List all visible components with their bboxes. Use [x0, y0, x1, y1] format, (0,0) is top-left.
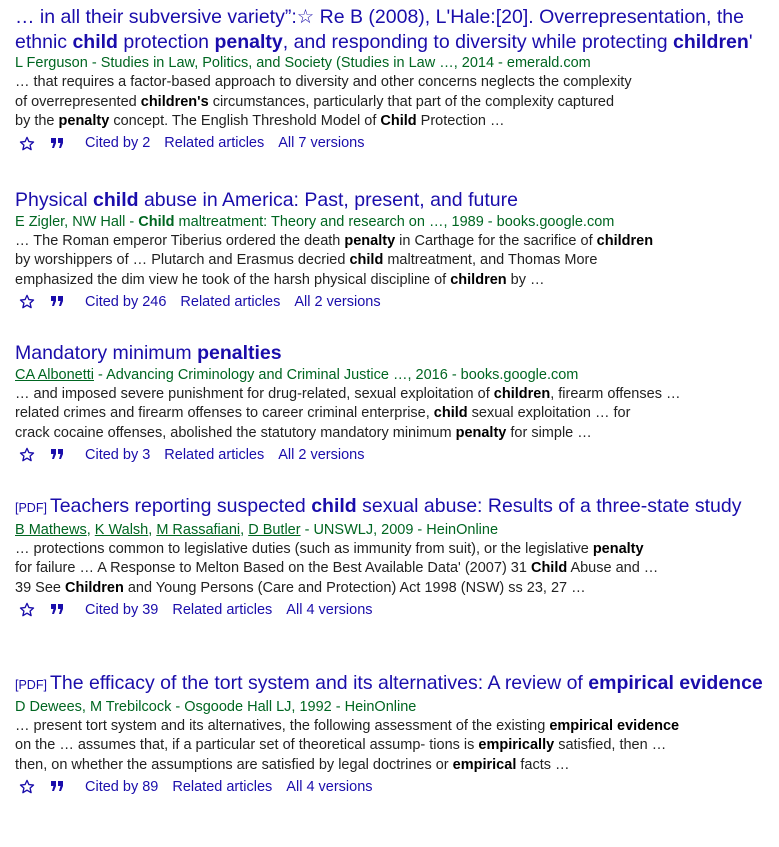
- snippet-line: [15, 112, 765, 132]
- snippet-line: [15, 232, 765, 252]
- cited-by-link[interactable]: Cited by 39: [85, 601, 159, 618]
- result-authors-source: [15, 366, 765, 385]
- snippet-highlight: empirical: [452, 756, 517, 773]
- snippet-highlight: empirically: [478, 737, 555, 753]
- snippet-text: by worshippers of … Plutarch and Erasmus decried: [15, 252, 350, 268]
- result-snippet: [15, 232, 765, 291]
- title-highlight: penalties: [197, 342, 282, 364]
- result-title[interactable]: [15, 341, 765, 366]
- snippet-text: in Carthage for the sacrifice of: [395, 232, 597, 249]
- snippet-line: [15, 424, 765, 444]
- snippet-line: [15, 251, 765, 271]
- snippet-text: circumstances, particularly that part of the complexity captured: [208, 93, 615, 110]
- snippet-line: [15, 385, 765, 405]
- snippet-text: 39 See: [15, 579, 65, 596]
- author-name: L Ferguson: [15, 55, 88, 71]
- snippet-highlight: children: [493, 385, 551, 402]
- search-result: [15, 494, 765, 671]
- source-text: maltreatment: Theory and research on …, 1989 - books.google.com: [174, 213, 615, 230]
- snippet-text: on the … assumes that, if a particular set of theoretical assump- tions is: [15, 737, 479, 753]
- result-actions: [15, 776, 765, 798]
- snippet-highlight: children: [596, 232, 654, 249]
- star-outline-icon[interactable]: [18, 778, 36, 796]
- quote-icon[interactable]: [50, 293, 72, 311]
- snippet-text: emphasized the dim view he took of the harsh physical discipline of: [15, 271, 451, 288]
- snippet-highlight: children's: [140, 93, 209, 110]
- snippet-line: [15, 717, 765, 737]
- search-result: [15, 5, 765, 188]
- author-name[interactable]: CA Albonetti: [15, 366, 94, 383]
- result-snippet: [15, 717, 765, 776]
- snippet-line: [15, 93, 765, 113]
- title-text: … in all their subversive variety”:☆ Re B (2008), L'Hale:[20]. Overrepresentation, the ethnic: [15, 6, 744, 53]
- snippet-highlight: penalty: [344, 232, 396, 249]
- quote-icon[interactable]: [50, 778, 72, 796]
- author-name[interactable]: K Walsh: [94, 521, 149, 538]
- result-authors-source: [15, 213, 765, 232]
- snippet-text: … The Roman emperor Tiberius ordered the death: [15, 232, 345, 249]
- result-title[interactable]: [15, 5, 765, 54]
- source-text: - Advancing Criminology and Criminal Justice …, 2016 - books.google.com: [94, 366, 579, 383]
- title-text: sexual abuse: Results of a three-state study: [356, 495, 742, 517]
- title-text: ': [748, 30, 753, 53]
- related-articles-link[interactable]: Related articles: [180, 293, 281, 310]
- search-result: [15, 188, 765, 341]
- cited-by-link[interactable]: Cited by 3: [85, 446, 151, 463]
- all-versions-link[interactable]: All 2 versions: [278, 446, 365, 463]
- snippet-text: and Young Persons (Care and Protection) Act 1998 (NSW) ss 23, 27 …: [123, 579, 586, 596]
- all-versions-link[interactable]: All 4 versions: [286, 601, 373, 618]
- snippet-text: for simple …: [506, 424, 592, 441]
- result-actions: [15, 444, 765, 466]
- result-snippet: [15, 540, 765, 599]
- source-text: -: [125, 213, 139, 230]
- snippet-text: Abuse and …: [567, 560, 659, 576]
- quote-icon[interactable]: [50, 446, 72, 464]
- title-highlight: penalty: [214, 30, 283, 53]
- result-authors-source: [15, 698, 765, 717]
- search-result: [15, 341, 765, 494]
- source-text: - UNSWLJ, 2009 - HeinOnline: [300, 521, 499, 538]
- related-articles-link[interactable]: Related articles: [164, 135, 265, 151]
- snippet-text: for failure … A Response to Melton Based on the Best Available Data' (2007) 31: [15, 560, 531, 576]
- snippet-text: of overrepresented: [15, 93, 141, 110]
- search-results-list: [15, 5, 765, 798]
- snippet-text: , firearm offenses …: [550, 385, 681, 402]
- title-text: The efficacy of the tort system and its alternatives: A review of: [49, 672, 589, 694]
- author-name[interactable]: D Butler: [248, 521, 301, 538]
- result-title[interactable]: [15, 188, 765, 213]
- snippet-text: concept. The English Threshold Model of: [109, 113, 381, 129]
- snippet-text: then, on whether the assumptions are satisfied by legal doctrines or: [15, 756, 453, 773]
- snippet-line: [15, 579, 765, 599]
- snippet-text: maltreatment, and Thomas More: [383, 252, 598, 268]
- cited-by-link[interactable]: Cited by 2: [85, 135, 151, 151]
- snippet-text: … and imposed severe punishment for drug-related, sexual exploitation of: [15, 385, 494, 402]
- quote-icon[interactable]: [50, 601, 72, 619]
- snippet-line: [15, 404, 765, 424]
- star-outline-icon[interactable]: [18, 601, 36, 619]
- snippet-highlight: child: [433, 405, 468, 421]
- author-name: E Zigler, NW Hall: [15, 213, 126, 230]
- quote-icon[interactable]: [50, 135, 72, 153]
- related-articles-link[interactable]: Related articles: [172, 778, 273, 795]
- source-highlight: Child: [138, 213, 175, 230]
- title-highlight: child: [93, 189, 139, 211]
- snippet-highlight: Child: [380, 113, 417, 129]
- search-result: [15, 671, 765, 798]
- title-highlight: empirical evidence: [588, 672, 763, 694]
- snippet-highlight: Child: [530, 560, 568, 576]
- snippet-text: … protections common to legislative duties (such as immunity from suit), or the legislative: [15, 540, 593, 557]
- snippet-line: [15, 540, 765, 560]
- result-authors-source: [15, 54, 765, 73]
- source-text: - Osgoode Hall LJ, 1992 - HeinOnline: [171, 698, 417, 715]
- snippet-highlight: Children: [65, 579, 124, 596]
- star-outline-icon[interactable]: [18, 446, 36, 464]
- star-outline-icon[interactable]: [18, 293, 36, 311]
- pdf-tag[interactable]: [PDF]: [15, 678, 47, 692]
- author-name: D Dewees, M Trebilcock: [15, 698, 172, 715]
- snippet-text: crack cocaine offenses, abolished the statutory mandatory minimum: [15, 424, 456, 441]
- related-articles-link[interactable]: Related articles: [164, 446, 265, 463]
- title-highlight: child: [311, 495, 357, 517]
- source-text: - Studies in Law, Politics, and Society (Studies in Law …, 2014 - emerald.com: [87, 55, 591, 71]
- related-articles-link[interactable]: Related articles: [172, 601, 273, 618]
- snippet-text: Protection …: [416, 113, 505, 129]
- snippet-highlight: penalty: [58, 113, 110, 129]
- title-text: Physical: [15, 189, 94, 211]
- snippet-highlight: penalty: [592, 540, 644, 557]
- snippet-highlight: empirical evidence: [549, 717, 680, 734]
- result-snippet: [15, 385, 765, 444]
- author-name[interactable]: B Mathews: [15, 521, 87, 538]
- snippet-line: [15, 559, 765, 579]
- title-text: Mandatory minimum: [15, 342, 198, 364]
- snippet-line: [15, 73, 765, 93]
- result-authors-source: B Mathews, K Walsh, M Rassafiani, D Butler - UNSWLJ, 2009 - HeinOnline: [15, 521, 499, 538]
- result-snippet: [15, 73, 765, 132]
- title-highlight: child: [72, 30, 118, 53]
- result-title[interactable]: [15, 671, 765, 698]
- result-actions: [15, 599, 765, 621]
- all-versions-link[interactable]: All 2 versions: [294, 293, 381, 310]
- snippet-text: by …: [506, 271, 545, 288]
- snippet-text: satisfied, then …: [554, 737, 667, 753]
- snippet-text: by the: [15, 113, 59, 129]
- pdf-tag[interactable]: [PDF]: [15, 501, 47, 515]
- snippet-text: related crimes and firearm offenses to career criminal enterprise,: [15, 405, 434, 421]
- snippet-highlight: children: [450, 271, 507, 288]
- snippet-text: … present tort system and its alternatives, the following assessment of the existing: [15, 717, 550, 734]
- title-highlight: children: [672, 30, 749, 53]
- all-versions-link[interactable]: All 7 versions: [278, 135, 365, 151]
- snippet-text: … that requires a factor-based approach to diversity and other concerns neglects the complexity: [15, 74, 632, 90]
- cited-by-link[interactable]: Cited by 246: [85, 293, 167, 310]
- cited-by-link[interactable]: Cited by 89: [85, 778, 159, 795]
- result-title[interactable]: [15, 494, 765, 521]
- snippet-text: sexual exploitation … for: [467, 405, 631, 421]
- snippet-highlight: penalty: [455, 424, 507, 441]
- result-actions: [15, 291, 765, 313]
- title-text: Teachers reporting suspected: [49, 495, 312, 517]
- result-actions: [15, 133, 765, 155]
- snippet-line: [15, 271, 765, 291]
- snippet-highlight: child: [349, 252, 384, 268]
- snippet-line: [15, 756, 765, 776]
- title-text: , and responding to diversity while protecting: [282, 30, 673, 53]
- all-versions-link[interactable]: All 4 versions: [286, 778, 373, 795]
- snippet-line: [15, 736, 765, 756]
- snippet-text: facts …: [516, 756, 570, 773]
- title-text: abuse in America: Past, present, and future: [138, 189, 518, 211]
- star-outline-icon[interactable]: [18, 135, 36, 153]
- author-name[interactable]: M Rassafiani: [156, 521, 241, 538]
- title-text: protection: [117, 30, 215, 53]
